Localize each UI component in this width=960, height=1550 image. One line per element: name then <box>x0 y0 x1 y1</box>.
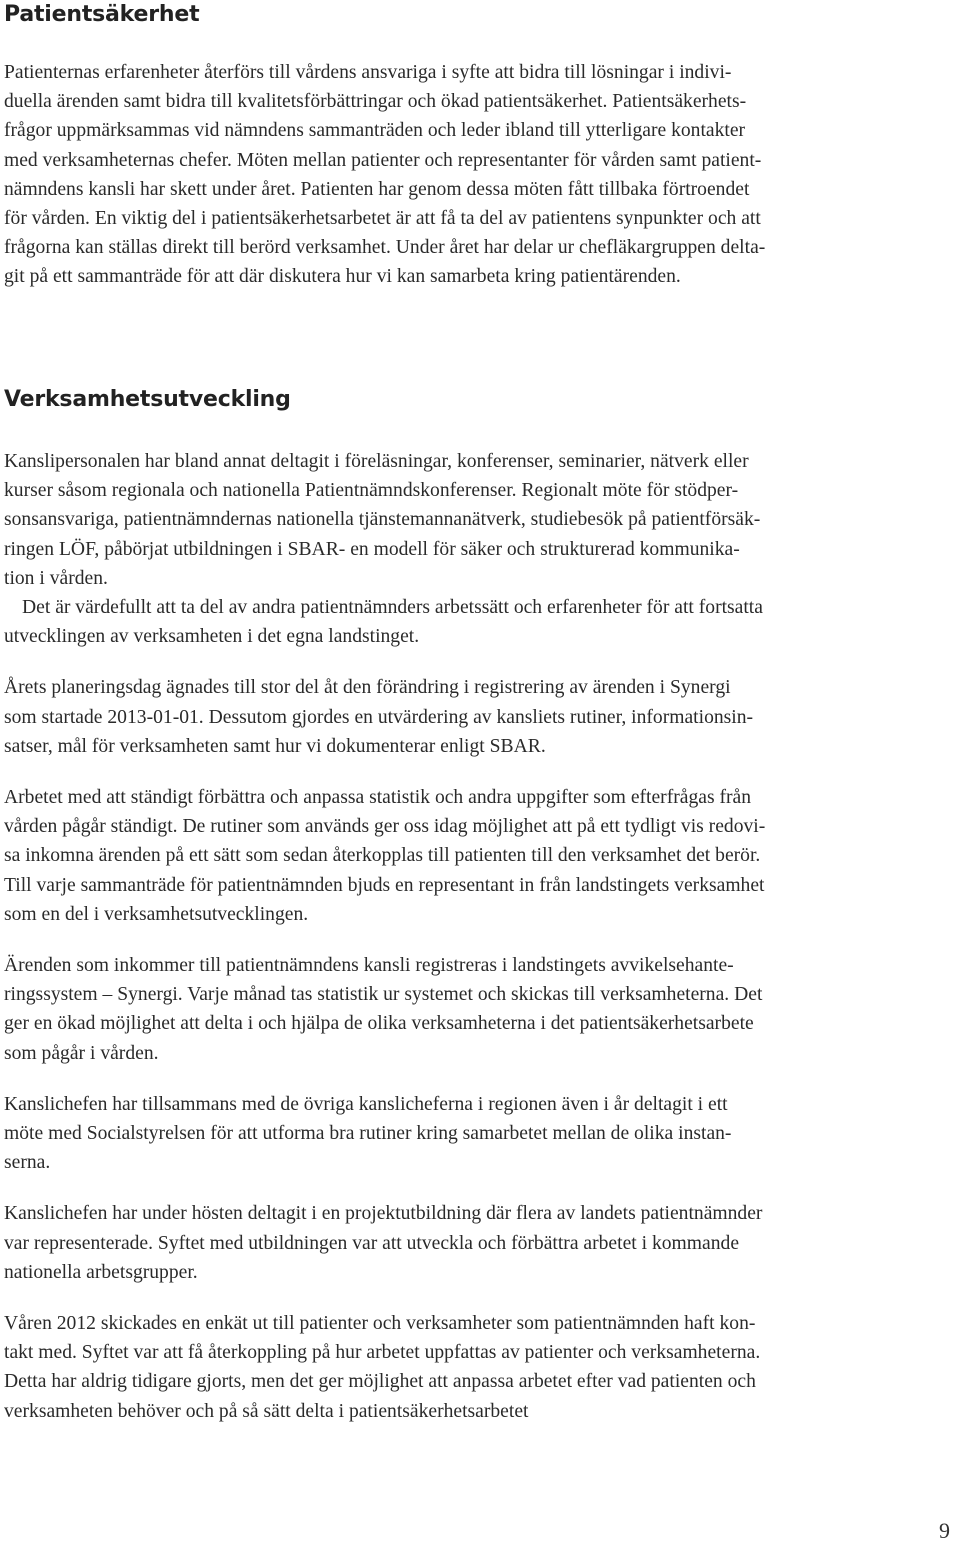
text-line: som pågår i vården. <box>4 1042 159 1064</box>
text-line: Arbetet med att ständigt förbättra och anpassa statistik och andra uppgifter som efterfrågas från <box>4 787 752 809</box>
text-line: Patienternas erfarenheter återförs till vårdens ansvariga i syfte att bidra till lösningar i indivi- <box>4 62 732 83</box>
text-line: som en del i verksamhetsutvecklingen. <box>4 903 309 925</box>
text-line: tion i vården. <box>4 567 108 589</box>
text-line: Årets planeringsdag ägnades till stor del åt den förändring i registrering av ärenden i Synergi <box>4 677 731 699</box>
text-line: Kanslipersonalen har bland annat deltagit i föreläsningar, konferenser, seminarier, nätverk eller <box>4 451 749 472</box>
section-verksamhetsutveckling-body <box>4 447 765 1426</box>
paragraph <box>4 447 765 593</box>
paragraph <box>4 1309 765 1426</box>
paragraph <box>4 783 765 929</box>
page-number: 9 <box>939 1518 950 1543</box>
text-line: sonsansvariga, patientnämndernas nationella tjänstemannanätverk, studiebesök på patientförsäk- <box>4 509 761 531</box>
text-line: vården pågår ständigt. De rutiner som används ger oss idag möjlighet att på ett tydligt vis redovi- <box>4 816 766 838</box>
text-line: duella ärenden samt bidra till kvalitetsförbättringar och ökad patientsäkerhet. Patientsäkerhets- <box>4 91 747 113</box>
text-line: Det är värdefullt att ta del av andra patientnämnders arbetssätt och erfarenheter för att fortsatta <box>22 597 763 619</box>
text-line: för vården. En viktig del i patientsäkerhetsarbetet är att få ta del av patientens synpunkter och att <box>4 208 761 230</box>
text-line: ringen LÖF, påbörjat utbildningen i SBAR- en modell för säker och strukturerad kommunika- <box>4 538 740 560</box>
text-line: var representerade. Syftet med utbildningen var att utveckla och förbättra arbetet i kommande <box>4 1232 740 1254</box>
text-line: ringssystem – Synergi. Varje månad tas statistik ur systemet och skickas till verksamheterna. Det <box>4 984 763 1006</box>
text-line: frågorna kan ställas direkt till berörd verksamhet. Under året har delar ur chefläkargruppen delta- <box>4 237 766 259</box>
text-line: Ärenden som inkommer till patientnämndens kansli registreras i landstingets avvikelsehante- <box>4 955 734 977</box>
document-page <box>4 0 956 1550</box>
text-line: som startade 2013-01-01. Dessutom gjordes en utvärdering av kansliets rutiner, informationsin- <box>4 706 754 728</box>
text-line: verksamheten behöver och på så sätt delta i patientsäkerhetsarbetet <box>4 1400 529 1422</box>
section-title-verksamhetsutveckling: Verksamhetsutveckling <box>4 387 291 412</box>
text-line: Våren 2012 skickades en enkät ut till patienter och verksamheter som patientnämnden haft kon- <box>4 1313 756 1335</box>
text-line: satser, mål för verksamheten samt hur vi dokumenterar enligt SBAR. <box>4 735 546 757</box>
text-line: ger en ökad möjlighet att delta i och hjälpa de olika verksamheterna i det patientsäkerhetsarbete <box>4 1013 754 1035</box>
paragraph <box>4 673 765 761</box>
text-line: med verksamheternas chefer. Möten mellan patienter och representanter för vården samt patient- <box>4 149 762 171</box>
text-line: kurser såsom regionala och nationella Patientnämndskonferenser. Regionalt möte för stödper- <box>4 480 739 502</box>
text-line: Kanslichefen har under hösten deltagit i en projektutbildning där flera av landets patientnämnder <box>4 1203 763 1225</box>
text-line: nationella arbetsgrupper. <box>4 1261 198 1283</box>
text-line: Detta har aldrig tidigare gjorts, men det ger möjlighet att anpassa arbetet efter vad patienten och <box>4 1371 756 1393</box>
section-title-patientsakerhet: Patientsäkerhet <box>4 2 200 27</box>
text-line: nämndens kansli har skett under året. Patienten har genom dessa möten fått tillbaka förtroendet <box>4 178 750 200</box>
paragraph <box>4 1199 765 1287</box>
section-patientsakerhet-body <box>4 58 765 292</box>
text-line: sa inkomna ärenden på ett sätt som sedan återkopplas till patienten till den verksamhet det berör. <box>4 845 761 867</box>
text-line: utvecklingen av verksamheten i det egna landstinget. <box>4 626 420 648</box>
text-line: takt med. Syftet var att få återkoppling på hur arbetet uppfattas av patienter och verksamheterna. <box>4 1342 761 1364</box>
text-line: Till varje sammanträde för patientnämnden bjuds en representant in från landstingets verksamhet <box>4 874 765 896</box>
text-line: möte med Socialstyrelsen för att utforma bra rutiner kring samarbetet mellan de olika instan- <box>4 1123 732 1145</box>
paragraph <box>4 951 765 1068</box>
paragraph <box>4 593 765 651</box>
paragraph <box>4 1090 765 1178</box>
paragraph <box>4 58 765 292</box>
text-line: frågor uppmärksammas vid nämndens sammanträden och leder ibland till ytterligare kontakter <box>4 120 746 142</box>
text-line: git på ett sammanträde för att där diskutera hur vi kan samarbeta kring patientärenden. <box>4 266 681 288</box>
text-line: serna. <box>4 1152 51 1174</box>
text-line: Kanslichefen har tillsammans med de övriga kanslicheferna i regionen även i år deltagit i ett <box>4 1093 728 1115</box>
